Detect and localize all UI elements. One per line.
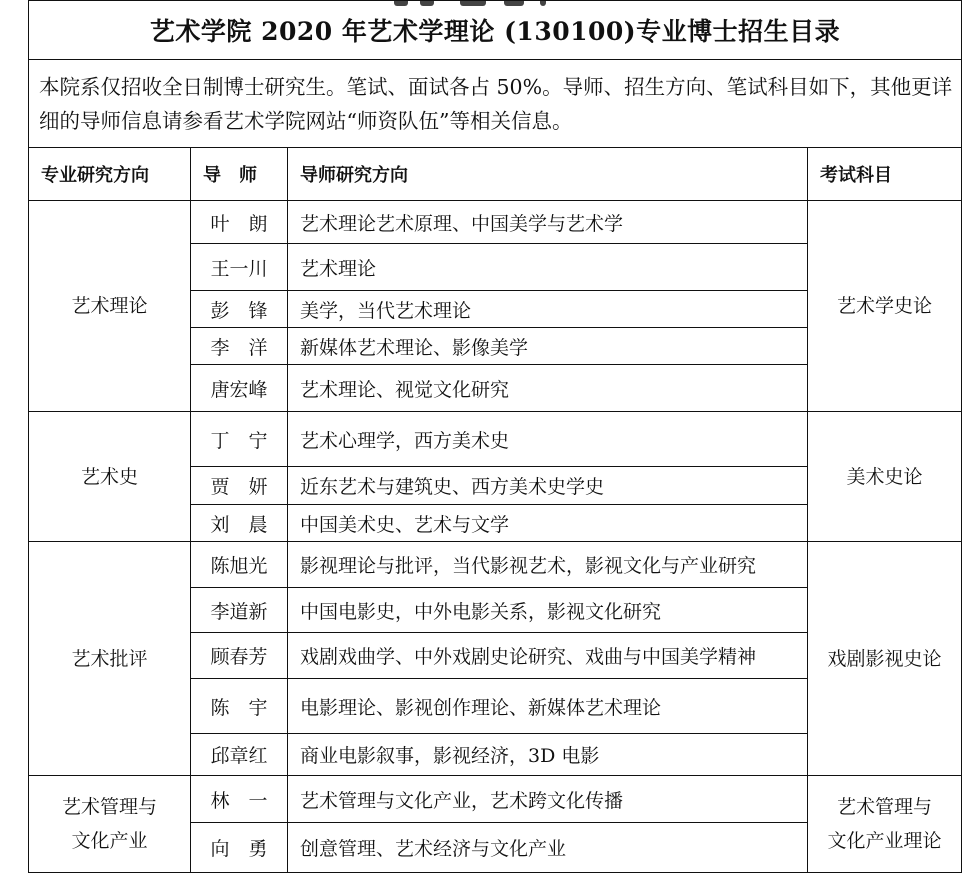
research-direction-cell: 艺术批评 (29, 542, 191, 776)
topics-cell: 影视理论与批评，当代影视艺术，影视文化与产业研究 (288, 542, 808, 588)
supervisor-cell: 向 勇 (191, 823, 288, 873)
topics-cell: 新媒体艺术理论、影像美学 (288, 328, 808, 365)
topics-cell: 美学，当代艺术理论 (288, 291, 808, 328)
research-direction-cell: 艺术理论 (29, 201, 191, 412)
supervisor-cell: 李道新 (191, 588, 288, 633)
supervisor-cell: 邱章红 (191, 734, 288, 776)
supervisor-cell: 陈旭光 (191, 542, 288, 588)
exam-subject-cell: 戏剧影视史论 (808, 542, 962, 776)
topics-cell: 艺术理论 (288, 244, 808, 291)
topics-cell: 艺术管理与文化产业，艺术跨文化传播 (288, 776, 808, 823)
research-direction-cell: 艺术史 (29, 412, 191, 542)
supervisor-cell: 李 洋 (191, 328, 288, 365)
admission-catalog-table (28, 0, 962, 873)
exam-subject-cell: 美术史论 (808, 412, 962, 542)
exam-subject-line: 艺术管理与 (837, 796, 933, 818)
document-title: 艺术学院 2020 年艺术学理论 (130100)专业博士招生目录 (29, 1, 962, 60)
header-exam: 考试科目 (808, 148, 962, 201)
exam-subject-cell (808, 776, 962, 873)
topics-cell: 创意管理、艺术经济与文化产业 (288, 823, 808, 873)
supervisor-cell: 彭 锋 (191, 291, 288, 328)
supervisor-cell: 林 一 (191, 776, 288, 823)
topics-cell: 戏剧戏曲学、中外戏剧史论研究、戏曲与中国美学精神 (288, 633, 808, 679)
exam-subject-cell: 艺术学史论 (808, 201, 962, 412)
topics-cell: 艺术理论、视觉文化研究 (288, 365, 808, 412)
header-direction: 专业研究方向 (29, 148, 191, 201)
topics-cell: 商业电影叙事，影视经济，3D 电影 (288, 734, 808, 776)
table-row (29, 776, 962, 823)
supervisor-cell: 贾 妍 (191, 467, 288, 505)
supervisor-cell: 顾春芳 (191, 633, 288, 679)
supervisor-cell: 陈 宇 (191, 679, 288, 734)
topics-cell: 艺术理论艺术原理、中国美学与艺术学 (288, 201, 808, 244)
topics-cell: 中国电影史，中外电影关系，影视文化研究 (288, 588, 808, 633)
exam-subject-line: 文化产业理论 (827, 830, 942, 852)
supervisor-cell: 丁 宁 (191, 412, 288, 467)
topics-cell: 电影理论、影视创作理论、新媒体艺术理论 (288, 679, 808, 734)
topics-cell: 中国美术史、艺术与文学 (288, 505, 808, 542)
supervisor-cell: 叶 朗 (191, 201, 288, 244)
header-supervisor: 导 师 (191, 148, 288, 201)
supervisor-cell: 王一川 (191, 244, 288, 291)
table-row (29, 201, 962, 244)
table-row (29, 412, 962, 467)
research-direction-cell (29, 776, 191, 873)
supervisor-cell: 唐宏峰 (191, 365, 288, 412)
topics-cell: 近东艺术与建筑史、西方美术史学史 (288, 467, 808, 505)
supervisor-cell: 刘 晨 (191, 505, 288, 542)
topics-cell: 艺术心理学，西方美术史 (288, 412, 808, 467)
research-direction-line: 文化产业 (71, 830, 148, 852)
table-row (29, 542, 962, 588)
header-topics: 导师研究方向 (288, 148, 808, 201)
intro-paragraph: 本院系仅招收全日制博士研究生。笔试、面试各占 50%。导师、招生方向、笔试科目如下，其他更详细的导师信息请参看艺术学院网站“师资队伍”等相关信息。 (29, 60, 962, 148)
research-direction-line: 艺术管理与 (61, 796, 157, 818)
